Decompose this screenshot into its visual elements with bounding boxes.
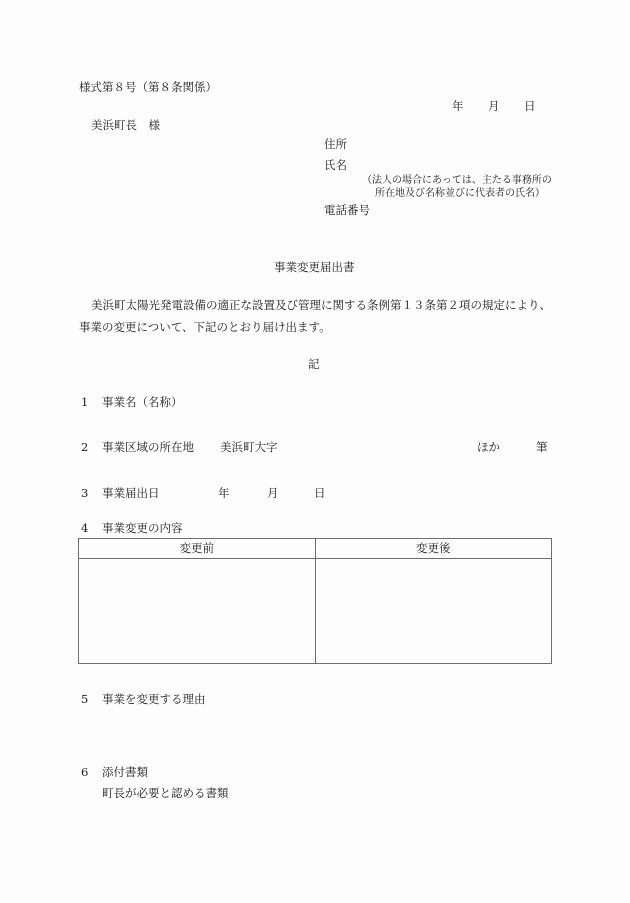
date-month: 月 xyxy=(488,99,500,113)
item-2-value: 美浜町大字 xyxy=(220,440,278,454)
item-4-label: 事業変更の内容 xyxy=(102,521,183,535)
ki-heading: 記 xyxy=(308,357,320,371)
item-1-label: 事業名（名称） xyxy=(102,395,183,409)
item-2-suffix-hitsu: 筆 xyxy=(536,440,548,454)
item-2-number: 2 xyxy=(81,440,89,454)
item-5-number: 5 xyxy=(81,692,89,706)
item-1-number: 1 xyxy=(81,395,89,409)
item-6-label: 添付書類 xyxy=(102,765,148,779)
item-3-number: 3 xyxy=(81,486,89,500)
document-title: 事業変更届出書 xyxy=(274,260,355,274)
phone-label: 電話番号 xyxy=(324,203,370,217)
body-line-1: 美浜町太陽光発電設備の適正な設置及び管理に関する条例第１３条第２項の規定により、 xyxy=(91,298,551,312)
after-change-cell[interactable] xyxy=(315,559,552,664)
item-3-year: 年 xyxy=(218,486,230,500)
item-3-label: 事業届出日 xyxy=(102,486,160,500)
body-line-2: 事業の変更について、下記のとおり届け出ます。 xyxy=(79,320,331,334)
date-year: 年 xyxy=(452,99,464,113)
name-label: 氏名 xyxy=(324,158,347,172)
item-5-label: 事業を変更する理由 xyxy=(102,692,206,706)
header-before-change: 変更前 xyxy=(79,539,316,559)
form-number: 様式第８号（第８条関係） xyxy=(79,80,217,94)
item-4-number: 4 xyxy=(81,521,89,535)
header-after-change: 変更後 xyxy=(315,539,552,559)
before-change-cell[interactable] xyxy=(79,559,316,664)
change-content-table xyxy=(78,538,552,664)
corporate-note-line2: 所在地及び名称並びに代表者の氏名） xyxy=(375,188,545,199)
item-3-month: 月 xyxy=(267,486,279,500)
date-day: 日 xyxy=(524,99,536,113)
item-2-label: 事業区域の所在地 xyxy=(102,440,194,454)
item-3-day: 日 xyxy=(314,486,326,500)
address-label: 住所 xyxy=(324,137,347,151)
addressee: 美浜町長 様 xyxy=(91,118,160,132)
item-6-detail: 町長が必要と認める書類 xyxy=(102,786,229,800)
item-6-number: 6 xyxy=(81,765,89,779)
corporate-note-line1: （法人の場合にあっては、主たる事務所の xyxy=(362,175,552,186)
item-2-suffix-hoka: ほか xyxy=(477,440,500,454)
